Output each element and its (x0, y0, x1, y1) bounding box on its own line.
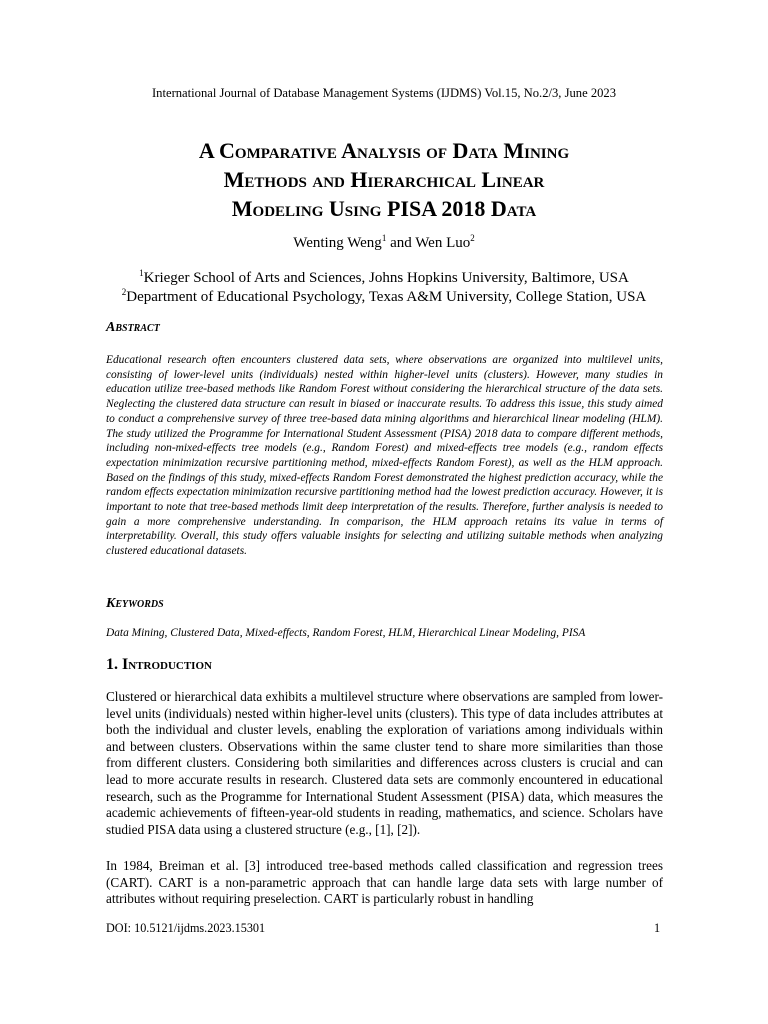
affiliation-marker: 2 (121, 287, 127, 297)
abstract-heading: Abstract (106, 320, 160, 335)
author-affil-marker: 1 (381, 233, 387, 243)
abstract-text: Educational research often encounters clustered data sets, where observations are organized into multilevel units, consisting of lower-level units (individuals) nested within higher-level units (clusters). However, many studies in education utilize tree-based methods like Random Forest without considering the hierarchical structure of the data sets. Neglecting the clustered data structure can result in biased or inaccurate results. To address this issue, this study aimed to conduct a comprehensive survey of three tree-based data mining algorithms and hierarchical linear modeling (HLM). The study utilized the Programme for International Student Assessment (PISA) 2018 data to compare different methods, including non-mixed-effects tree models (e.g., Random Forest) and mixed-effects tree models (e.g., random effects expectation minimization recursive partitioning method, mixed-effects Random Forest), as well as the HLM approach. Based on the findings of this study, mixed-effects Random Forest demonstrated the highest prediction accuracy, while the random effects expectation minimization recursive partitioning method had the lowest prediction accuracy. However, it is important to note that tree-based methods limit deep interpretation of the results. Therefore, further analysis is needed to gain a more comprehensive understanding. In comparison, the HLM approach retains its value in terms of interpretability. Overall, this study offers valuable insights for selecting and utilizing suitable methods when analyzing clustered educational datasets. (106, 354, 663, 558)
page-number: 1 (654, 921, 661, 935)
author-list (0, 235, 768, 252)
keywords-text: Data Mining, Clustered Data, Mixed-effects, Random Forest, HLM, Hierarchical Linear Modeling, PISA (106, 627, 586, 639)
body-paragraph: Clustered or hierarchical data exhibits a multilevel structure where observations are sampled from lower-level units (individuals) nested within higher-level units (clusters). This type of data includes attributes at both the individual and cluster levels, enabling the exploration of variations among individuals within and between clusters. Observations within the same cluster tend to share more similarities than those from different clusters. Considering both similarities and differences across clusters is crucial and can lead to more accurate results in research. Clustered data sets are commonly encountered in educational research, such as the Programme for International Student Assessment (PISA) data, which measures the academic achievements of fifteen-year-old students in reading, mathematics, and science. Scholars have studied PISA data using a clustered structure (e.g., [1], [2]). (106, 689, 663, 837)
introduction-heading: 1. Introduction (106, 656, 212, 673)
affiliation-text: Krieger School of Arts and Sciences, Johns Hopkins University, Baltimore, USA (143, 270, 629, 286)
body-paragraph: In 1984, Breiman et al. [3] introduced tree-based methods called classification and regression trees (CART). CART is a non-parametric approach that can handle large data sets with large number of attributes without requiring preselection. CART is particularly robust in handling (106, 858, 663, 907)
paper-title (60, 136, 708, 223)
title-line: Methods and Hierarchical Linear (223, 167, 545, 192)
title-line: A Comparative Analysis of Data Mining (198, 138, 570, 163)
author-conjunction: and (386, 235, 416, 251)
keywords-heading: Keywords (106, 596, 164, 611)
affiliation-text: Department of Educational Psychology, Texas A&M University, College Station, USA (126, 289, 647, 305)
affiliation-marker: 1 (139, 268, 144, 278)
author-name: Wenting Weng (293, 235, 382, 251)
author-affil-marker: 2 (470, 233, 475, 243)
title-line: Modeling Using PISA 2018 Data (231, 196, 537, 221)
author-name: Wen Luo (415, 235, 471, 251)
affiliation (0, 269, 768, 288)
affiliation-list (0, 269, 768, 307)
journal-header: International Journal of Database Management Systems (IJDMS) Vol.15, No.2/3, June 2023 (151, 86, 617, 100)
affiliation (0, 288, 768, 307)
doi-footer: DOI: 10.5121/ijdms.2023.15301 (106, 921, 266, 935)
